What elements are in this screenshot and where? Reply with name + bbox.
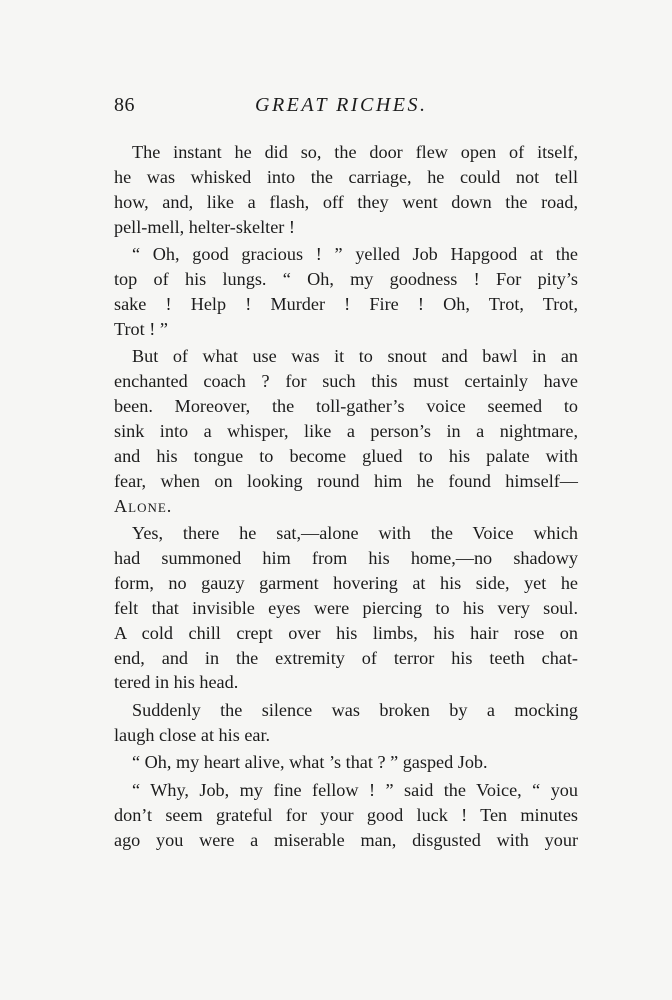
text-line: “ Oh, my heart alive, what ’s that ? ” gasped Job. <box>132 752 488 773</box>
text-line: Alone. <box>114 495 173 516</box>
text-line: sink into a whisper, like a person’s in a nightmare, <box>114 420 578 441</box>
text-line: ago you were a miserable man, disgusted with your <box>114 829 578 850</box>
page-header <box>114 94 578 124</box>
text-line: sake ! Help ! Murder ! Fire ! Oh, Trot, Trot, <box>114 293 578 314</box>
text-line: “ Why, Job, my fine fellow ! ” said the Voice, “ you <box>132 779 578 800</box>
text-line: end, and in the extremity of terror his teeth chat- <box>114 647 578 668</box>
text-line: Suddenly the silence was broken by a mocking <box>132 699 578 720</box>
running-title: GREAT RICHES. <box>255 94 428 116</box>
text-line: tered in his head. <box>114 672 239 693</box>
text-line: he was whisked into the carriage, he could not tell <box>114 166 578 187</box>
text-line: been. Moreover, the toll-gather’s voice seemed to <box>114 396 578 417</box>
text-line: fear, when on looking round him he found himself— <box>114 470 578 491</box>
text-line: enchanted coach ? for such this must certainly have <box>114 371 578 392</box>
text-line: Yes, there he sat,—alone with the Voice which <box>132 523 578 544</box>
text-line: A cold chill crept over his limbs, his hair rose on <box>114 622 578 643</box>
text-line: The instant he did so, the door flew open of itself, <box>132 142 578 162</box>
text-line: how, and, like a flash, off they went down the road, <box>114 191 578 212</box>
text-line: felt that invisible eyes were piercing to his very soul. <box>114 597 578 618</box>
text-line: “ Oh, good gracious ! ” yelled Job Hapgood at the <box>132 244 578 265</box>
text-line: and his tongue to become glued to his palate with <box>114 445 578 466</box>
text-line: had summoned him from his home,—no shadowy <box>114 548 578 569</box>
text-line: laugh close at his ear. <box>114 724 271 745</box>
text-line: form, no gauzy garment hovering at his side, yet he <box>114 572 578 593</box>
text-line: top of his lungs. “ Oh, my goodness ! For pity’s <box>114 269 578 290</box>
body-text <box>114 140 578 853</box>
text-line: Trot ! ” <box>114 318 168 339</box>
text-line: But of what use was it to snout and bawl in an <box>132 346 578 367</box>
text-line: don’t seem grateful for your good luck ! Ten minutes <box>114 804 578 825</box>
page-number: 86 <box>114 94 135 116</box>
text-line: pell-mell, helter-skelter ! <box>114 216 295 237</box>
